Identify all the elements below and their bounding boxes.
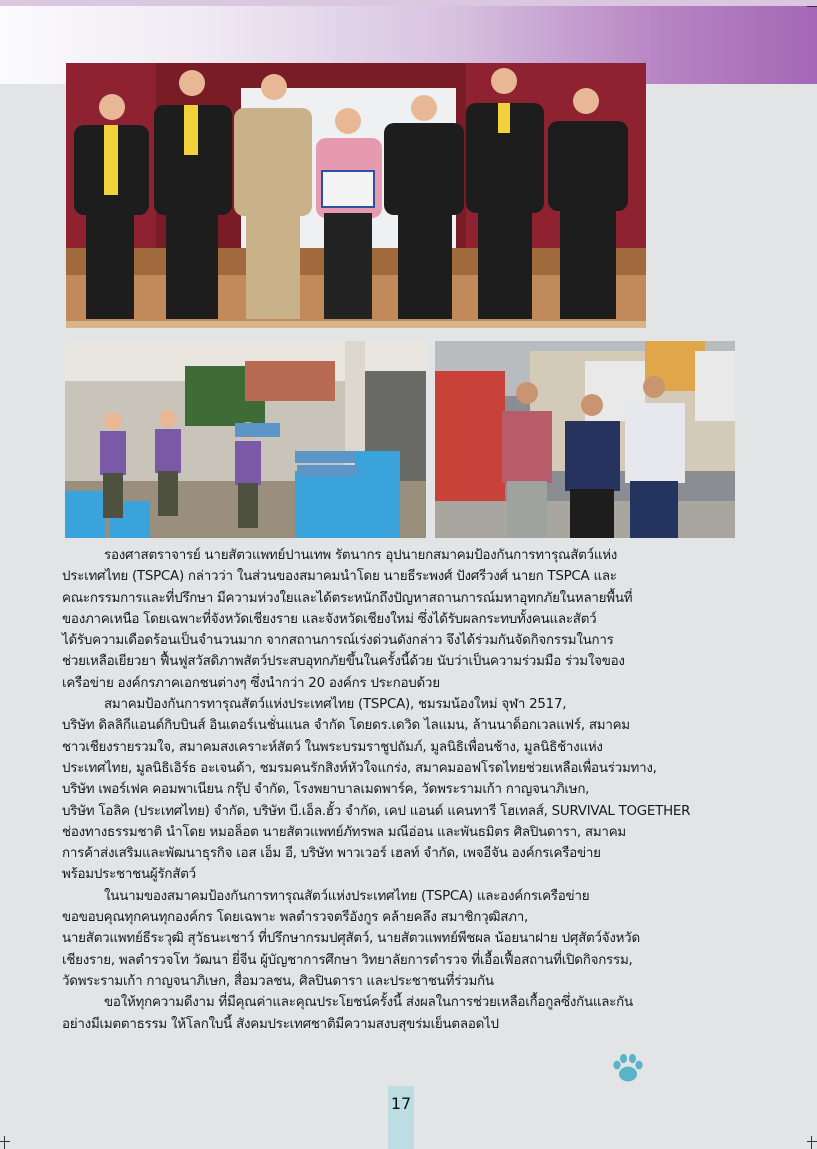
text-line: วัดพระรามเก้า กาญจนาภิเษก, สื่อมวลชน, ศิลปินดารา และประชาชนที่ร่วมกัน <box>62 973 494 989</box>
paragraph-1 <box>62 545 768 694</box>
paw-icon-graphic <box>611 1052 645 1084</box>
group-photo-ceremony-image <box>66 63 646 328</box>
text-line: ช่วยเหลือเยียวยา ฟื้นฟูสวัสดิภาพสัตว์ประสบอุทกภัยขึ้นในครั้งนี้ด้วย นับว่าเป็นความร่วมมือ ร่วมใจของ <box>62 654 625 670</box>
text-line: ขอขอบคุณทุกคนทุกองค์กร โดยเฉพาะ พลตำรวจตรีอังกูร คล้ายคลึง สมาชิกวุฒิสภา, <box>62 910 528 926</box>
text-line: สมาคมป้องกันการทารุณสัตว์แห่งประเทศไทย (TSPCA), ชมรมน้องใหม่ จุฬา 2517, <box>104 697 567 713</box>
article-body <box>62 545 768 1035</box>
volunteers-unloading-image <box>65 341 426 538</box>
text-line: การค้าส่งเสริมและพัฒนาธุรกิจ เอส เอ็ม อี, บริษัท พาวเวอร์ เฮลท์ จำกัด, เพจอีจัน องค์กรเครือข่าย <box>62 846 601 862</box>
text-line: ประเทศไทย, มูลนิธิเอิร์ธ อะเจนด้า, ชมรมคนรักสิงห์หัวใจแกร่ง, สมาคมออฟโรดไทยช่วยเหลือเพื่อนร่วมทาง, <box>62 760 657 776</box>
crop-mark <box>4 1136 5 1149</box>
paragraph-2 <box>62 694 768 886</box>
text-line: เชียงราย, พลตำรวจโท วัฒนา ยี่จีน ผู้บัญชาการศึกษา วิทยาลัยการตำรวจ ที่เอื้อเฟื้อสถานที่เปิดกิจกรรม, <box>62 952 633 968</box>
supply-donation-image <box>435 341 735 538</box>
paw-icon <box>611 1052 645 1084</box>
paragraph-3 <box>62 886 768 992</box>
crop-mark <box>811 1136 812 1149</box>
text-line: คณะกรรมการและที่ปรึกษา มีความห่วงใยและได้ตระหนักถึงปัญหาสถานการณ์มหาอุทกภัยในหลายพื้นที่ <box>62 590 633 606</box>
text-line: บริษัท เพอร์เฟค คอมพาเนียน กรุ๊ป จำกัด, โรงพยาบาลเมดพาร์ค, วัดพระรามเก้า กาญจนาภิเษก, <box>62 782 590 798</box>
text-line: นายสัตวแพทย์ธีระวุฒิ สุวัธนะเชาว์ ที่ปรึกษากรมปศุสัตว์, นายสัตวแพทย์พีชผล น้อยนาฝาย ปศุสัตว์จังหวัด <box>62 931 640 947</box>
header-top-strip <box>0 0 817 6</box>
page-number-tab <box>388 1086 414 1149</box>
text-line: ขอให้ทุกความดีงาม ที่มีคุณค่าและคุณประโยชน์ครั้งนี้ ส่งผลในการช่วยเหลือเกื้อกูลซึ่งกันและกัน <box>104 995 633 1011</box>
text-line: ของภาคเหนือ โดยเฉพาะที่จังหวัดเชียงราย และจังหวัดเชียงใหม่ ซึ่งได้รับผลกระทบทั้งคนและสัตว์ <box>62 611 597 627</box>
text-line: พร้อมประชาชนผู้รักสัตว์ <box>62 867 196 883</box>
text-line: รองศาสตราจารย์ นายสัตวแพทย์ปานเทพ รัตนากร อุปนายกสมาคมป้องกันการทารุณสัตว์แห่ง <box>104 548 618 563</box>
text-line: บริษัท โอลิค (ประเทศไทย) จำกัด, บริษัท บี.เอ็ล.ฮั้ว จำกัด, เคป แอนด์ แคนทารี โฮเทลส์, SURVIVAL TOGETHER <box>62 803 691 819</box>
page-number: 17 <box>390 1094 412 1113</box>
paragraph-4 <box>62 992 768 1035</box>
crop-mark <box>807 6 817 7</box>
text-line: ชาวเชียงรายรวมใจ, สมาคมสงเคราะห์สัตว์ ในพระบรมราชูปถัมภ์, มูลนิธิเพื่อนช้าง, มูลนิธิช้างแห่ง <box>62 739 603 755</box>
group-photo-ceremony <box>66 63 646 328</box>
text-line: ประเทศไทย (TSPCA) กล่าวว่า ในส่วนของสมาคมนำโดย นายธีระพงศ์ ปังศรีวงศ์ นายก TSPCA และ <box>62 569 617 585</box>
text-line: ช่องทางธรรมชาติ นำโดย หมอล็อต นายสัตวแพทย์ภัทรพล มณีอ่อน และพันธมิตร ศิลปินดารา, สมาคม <box>62 824 626 840</box>
crop-mark <box>0 1141 10 1142</box>
text-line: ได้รับความเดือดร้อนเป็นจำนวนมาก จากสถานการณ์เร่งด่วนดังกล่าว จึงได้ร่วมกันจัดกิจกรรมในการ <box>62 633 614 649</box>
text-line: เครือข่าย องค์กรภาคเอกชนต่างๆ ซึ่งนำกว่า 20 องค์กร ประกอบด้วย <box>62 675 440 691</box>
supply-donation-photo <box>435 341 735 538</box>
text-line: ในนามของสมาคมป้องกันการทารุณสัตว์แห่งประเทศไทย (TSPCA) และองค์กรเครือข่าย <box>104 888 590 904</box>
crop-mark <box>807 1141 817 1142</box>
text-line: บริษัท ดิลลิกีแอนด์กิบบินส์ อินเตอร์เนชั่นแนล จำกัด โดยดร.เดวิด ไลแมน, ล้านนาด็อกเวลแฟร์, สมาคม <box>62 718 630 734</box>
volunteers-unloading-photo <box>65 341 426 538</box>
text-line: อย่างมีเมตตาธรรม ให้โลกใบนี้ สังคมประเทศชาติมีความสงบสุขร่มเย็นตลอดไป <box>62 1016 499 1032</box>
